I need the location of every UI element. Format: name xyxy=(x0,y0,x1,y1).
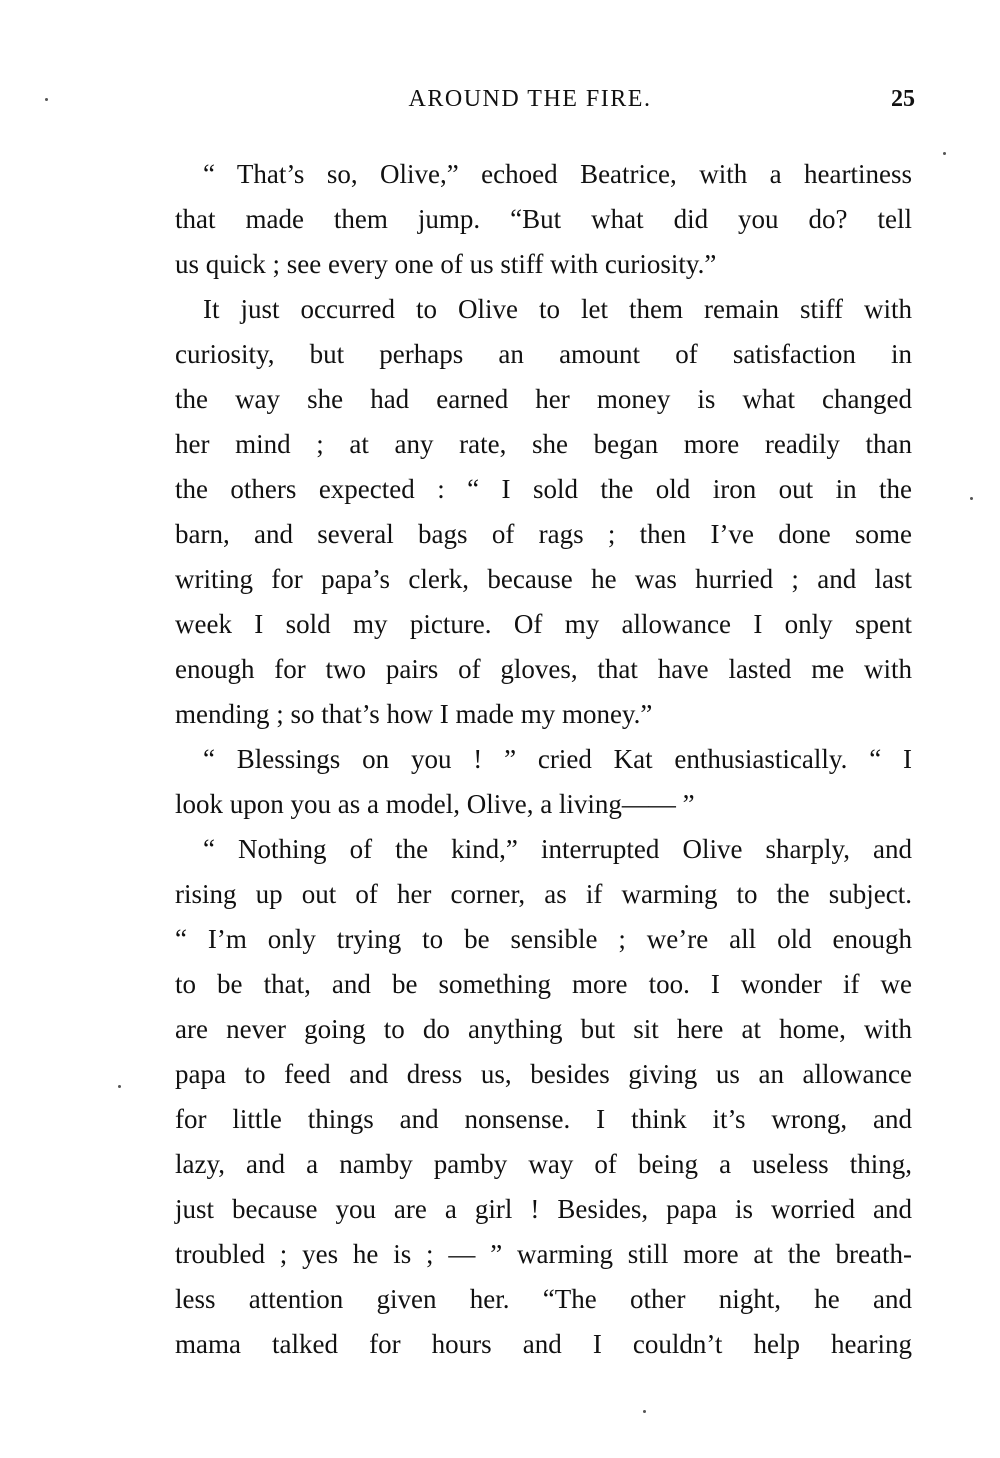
text-line: “ That’s so, Olive,” echoed Beatrice, with a heartiness xyxy=(203,159,912,189)
scan-speck xyxy=(118,1085,121,1088)
text-line: mama talked for hours and I couldn’t help hearing xyxy=(175,1329,912,1359)
text-line: are never going to do anything but sit here at home, with xyxy=(175,1014,912,1044)
text-line: just because you are a girl ! Besides, papa is worried and xyxy=(175,1194,912,1224)
page-number: 25 xyxy=(891,86,915,112)
text-line: that made them jump. “But what did you do? tell xyxy=(175,204,912,234)
scan-speck xyxy=(643,1410,646,1413)
text-line: curiosity, but perhaps an amount of satisfaction in xyxy=(175,339,912,369)
text-line: for little things and nonsense. I think it’s wrong, and xyxy=(175,1104,912,1134)
text-line: mending ; so that’s how I made my money.” xyxy=(175,699,653,729)
page-header xyxy=(175,86,915,120)
text-line: look upon you as a model, Olive, a living—— ” xyxy=(175,789,695,819)
text-line: less attention given her. “The other night, he and xyxy=(175,1284,912,1314)
running-head: AROUND THE FIRE. xyxy=(408,86,652,112)
text-line: lazy, and a namby pamby way of being a useless thing, xyxy=(175,1149,912,1179)
text-line: “ Blessings on you ! ” cried Kat enthusiastically. “ I xyxy=(203,744,912,774)
text-line: her mind ; at any rate, she began more readily than xyxy=(175,429,912,459)
text-line: us quick ; see every one of us stiff with curiosity.” xyxy=(175,249,717,279)
text-line: enough for two pairs of gloves, that have lasted me with xyxy=(175,654,912,684)
text-line: barn, and several bags of rags ; then I’ve done some xyxy=(175,519,912,549)
text-line: writing for papa’s clerk, because he was hurried ; and last xyxy=(175,564,912,594)
body-text xyxy=(175,152,912,1367)
text-line: to be that, and be something more too. I wonder if we xyxy=(175,969,912,999)
text-line: the others expected : “ I sold the old iron out in the xyxy=(175,474,912,504)
text-line: week I sold my picture. Of my allowance I only spent xyxy=(175,609,912,639)
text-line: rising up out of her corner, as if warming to the subject. xyxy=(175,879,912,909)
scan-speck xyxy=(45,98,48,101)
text-line: It just occurred to Olive to let them remain stiff with xyxy=(203,294,912,324)
text-line: “ Nothing of the kind,” interrupted Olive sharply, and xyxy=(203,834,912,864)
scan-speck xyxy=(943,152,946,155)
text-line: papa to feed and dress us, besides giving us an allowance xyxy=(175,1059,912,1089)
scan-speck xyxy=(970,497,973,500)
text-line: troubled ; yes he is ; — ” warming still more at the breath- xyxy=(175,1239,912,1269)
text-line: the way she had earned her money is what changed xyxy=(175,384,912,414)
text-line: “ I’m only trying to be sensible ; we’re all old enough xyxy=(175,924,912,954)
